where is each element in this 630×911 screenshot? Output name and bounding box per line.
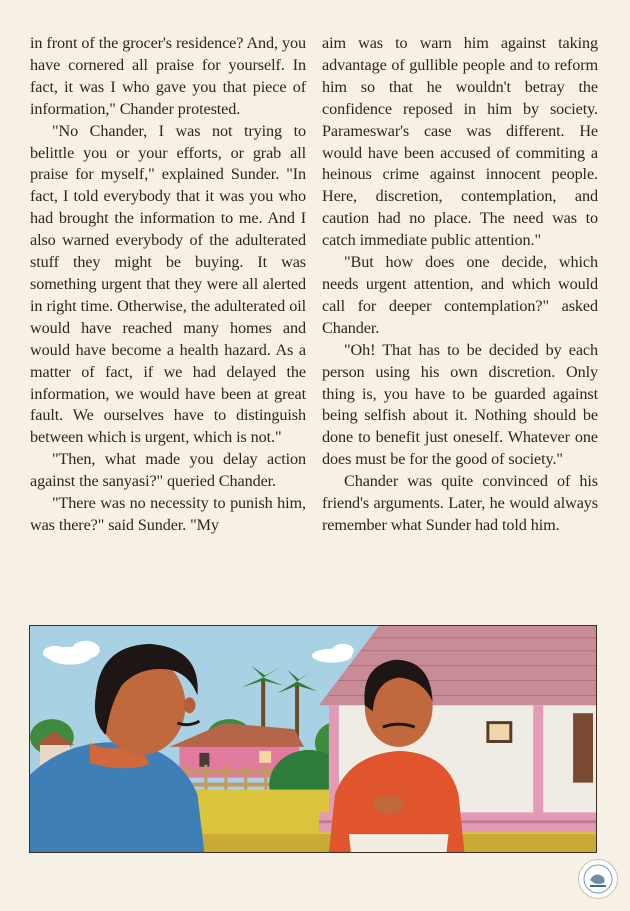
paragraph: "Oh! That has to be decided by each person using his own discretion. Only thing is, you have to be guarded against being selfish about it. Nothing should be done to benefit just oneself. Whatever one does must be for the good of society." (322, 340, 598, 469)
paragraph: "There was no necessity to punish him, was there?" said Sunder. "My (30, 494, 306, 534)
publisher-logo-icon (578, 859, 618, 899)
paragraph: "But how does one decide, which needs urgent attention, and which would call for deeper contemplation?" asked Chander. (322, 253, 598, 337)
text-column-left (30, 33, 306, 537)
paragraph: "No Chander, I was not trying to belittle you or your efforts, or grab all praise for myself," explained Sunder. "In fact, I told everybody that it was you who had brought the information to me. And I also warned everybody of the adulterated stuff they might be buying. It was something urgent that they were all alerted in right time. Otherwise, the adulterated oil would have reached many homes and would have become a health hazard. As a matter of fact, if we had delayed the information, we would have been at great fault. We ourselves have to distinguish between which is urgent, which is not." (30, 121, 306, 447)
illustration-scene (30, 626, 596, 852)
paragraph: in front of the grocer's residence? And, you have cornered all praise for yourself. In fact, it was I who gave you that piece of information," Chander protested. (30, 34, 306, 118)
paragraph: aim was to warn him against taking advantage of gullible people and to reform him so that he wouldn't betray the confidence reposed in him by society. Parameswar's case was different. He would have been accused of commiting a heinous crime against innocent people. Here, discretion, contemplation, and caution had no place. The need was to catch immediate public attention." (322, 34, 598, 250)
paragraph: Chander was quite convinced of his friend's arguments. Later, he would always remember what Sunder had told him. (322, 472, 598, 534)
paragraph: "Then, what made you delay action against the sanyasi?" queried Chander. (30, 450, 306, 491)
logo-emblem (582, 863, 614, 895)
text-column-right (322, 33, 598, 537)
story-illustration (29, 625, 597, 853)
